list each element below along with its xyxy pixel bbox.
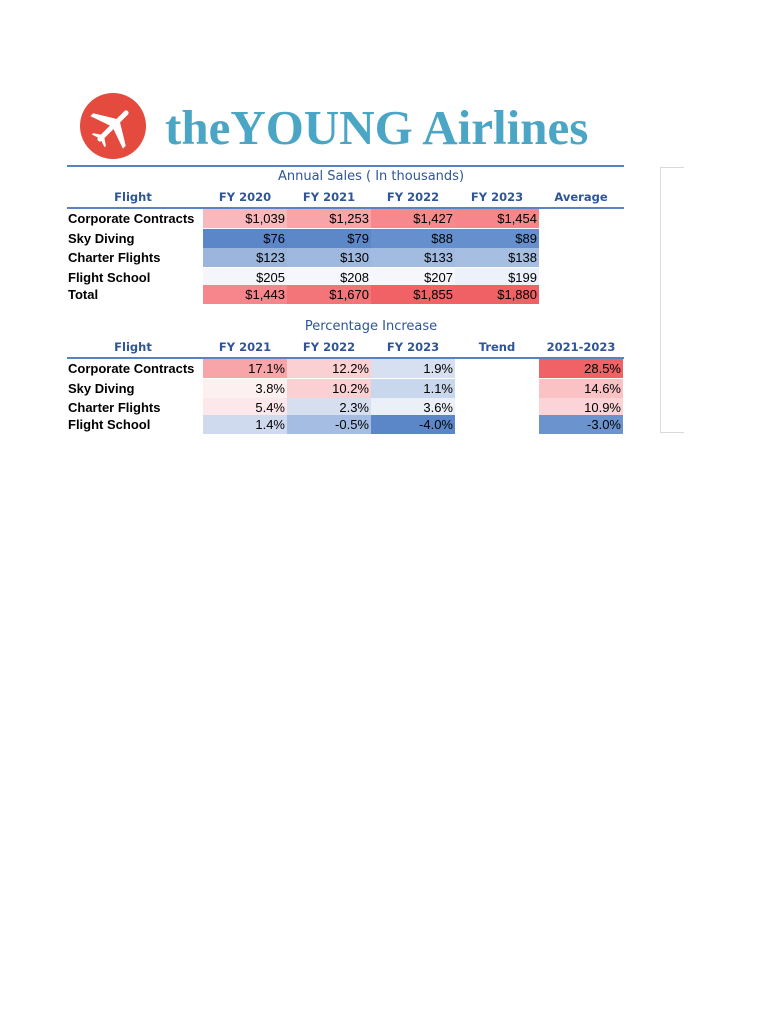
increase-value-cell: 1.4% — [203, 415, 287, 434]
sales-row-label: Corporate Contracts — [68, 211, 195, 226]
sales-header-3: FY 2022 — [386, 190, 440, 204]
increase-value-cell: -4.0% — [371, 415, 455, 434]
increase-value-cell: 3.8% — [203, 379, 287, 398]
increase-value-cell: -0.5% — [287, 415, 371, 434]
sales-value-cell: $130 — [287, 248, 371, 267]
increase-value-cell: 3.6% — [371, 398, 455, 417]
sales-table-title: Annual Sales ( In thousands) — [277, 169, 465, 184]
sales-header-1: FY 2020 — [218, 190, 272, 204]
sales-header-5: Average — [554, 190, 608, 204]
increase-total-cell: 28.5% — [539, 359, 623, 378]
sales-value-cell: $76 — [203, 229, 287, 248]
sales-header-0: Flight — [114, 190, 152, 204]
sales-value-cell: $79 — [287, 229, 371, 248]
logo-badge — [80, 93, 146, 159]
side-panel-edge — [660, 167, 684, 433]
sales-value-cell: $1,443 — [203, 285, 287, 304]
sales-row-label: Total — [68, 287, 99, 302]
sales-value-cell: $89 — [455, 229, 539, 248]
sales-value-cell: $133 — [371, 248, 455, 267]
increase-header-5: 2021-2023 — [546, 340, 616, 354]
sales-value-cell: $123 — [203, 248, 287, 267]
increase-table-title: Percentage Increase — [304, 319, 438, 334]
increase-header-1: FY 2021 — [218, 340, 272, 354]
sales-value-cell: $1,454 — [455, 209, 539, 228]
increase-header-4: Trend — [478, 340, 516, 354]
sales-value-cell: $207 — [371, 268, 455, 287]
increase-value-cell: 2.3% — [287, 398, 371, 417]
increase-value-cell: 5.4% — [203, 398, 287, 417]
increase-value-cell: 17.1% — [203, 359, 287, 378]
increase-row-label: Charter Flights — [68, 400, 161, 415]
increase-total-cell: 14.6% — [539, 379, 623, 398]
sales-value-cell: $1,670 — [287, 285, 371, 304]
sales-row-label: Sky Diving — [68, 231, 135, 246]
increase-value-cell: 1.1% — [371, 379, 455, 398]
sales-value-cell: $1,880 — [455, 285, 539, 304]
sales-value-cell: $88 — [371, 229, 455, 248]
increase-row-label: Sky Diving — [68, 381, 135, 396]
sales-row-label: Flight School — [68, 270, 151, 285]
sales-header-2: FY 2021 — [302, 190, 356, 204]
sales-value-cell: $199 — [455, 268, 539, 287]
sales-value-cell: $1,427 — [371, 209, 455, 228]
sales-value-cell: $1,039 — [203, 209, 287, 228]
sales-value-cell: $138 — [455, 248, 539, 267]
sales-value-cell: $208 — [287, 268, 371, 287]
increase-total-cell: -3.0% — [539, 415, 623, 434]
increase-header-2: FY 2022 — [302, 340, 356, 354]
increase-value-cell: 12.2% — [287, 359, 371, 378]
title-divider — [67, 165, 624, 167]
page-title: theYOUNG Airlines — [165, 100, 589, 155]
sales-value-cell: $1,855 — [371, 285, 455, 304]
increase-row-label: Flight School — [68, 417, 151, 432]
sales-row-label: Charter Flights — [68, 250, 161, 265]
increase-value-cell: 1.9% — [371, 359, 455, 378]
airplane-icon — [80, 93, 146, 159]
sales-header-4: FY 2023 — [470, 190, 524, 204]
increase-header-3: FY 2023 — [386, 340, 440, 354]
increase-header-0: Flight — [114, 340, 152, 354]
sales-value-cell: $205 — [203, 268, 287, 287]
sales-value-cell: $1,253 — [287, 209, 371, 228]
increase-row-label: Corporate Contracts — [68, 361, 195, 376]
increase-value-cell: 10.2% — [287, 379, 371, 398]
increase-total-cell: 10.9% — [539, 398, 623, 417]
